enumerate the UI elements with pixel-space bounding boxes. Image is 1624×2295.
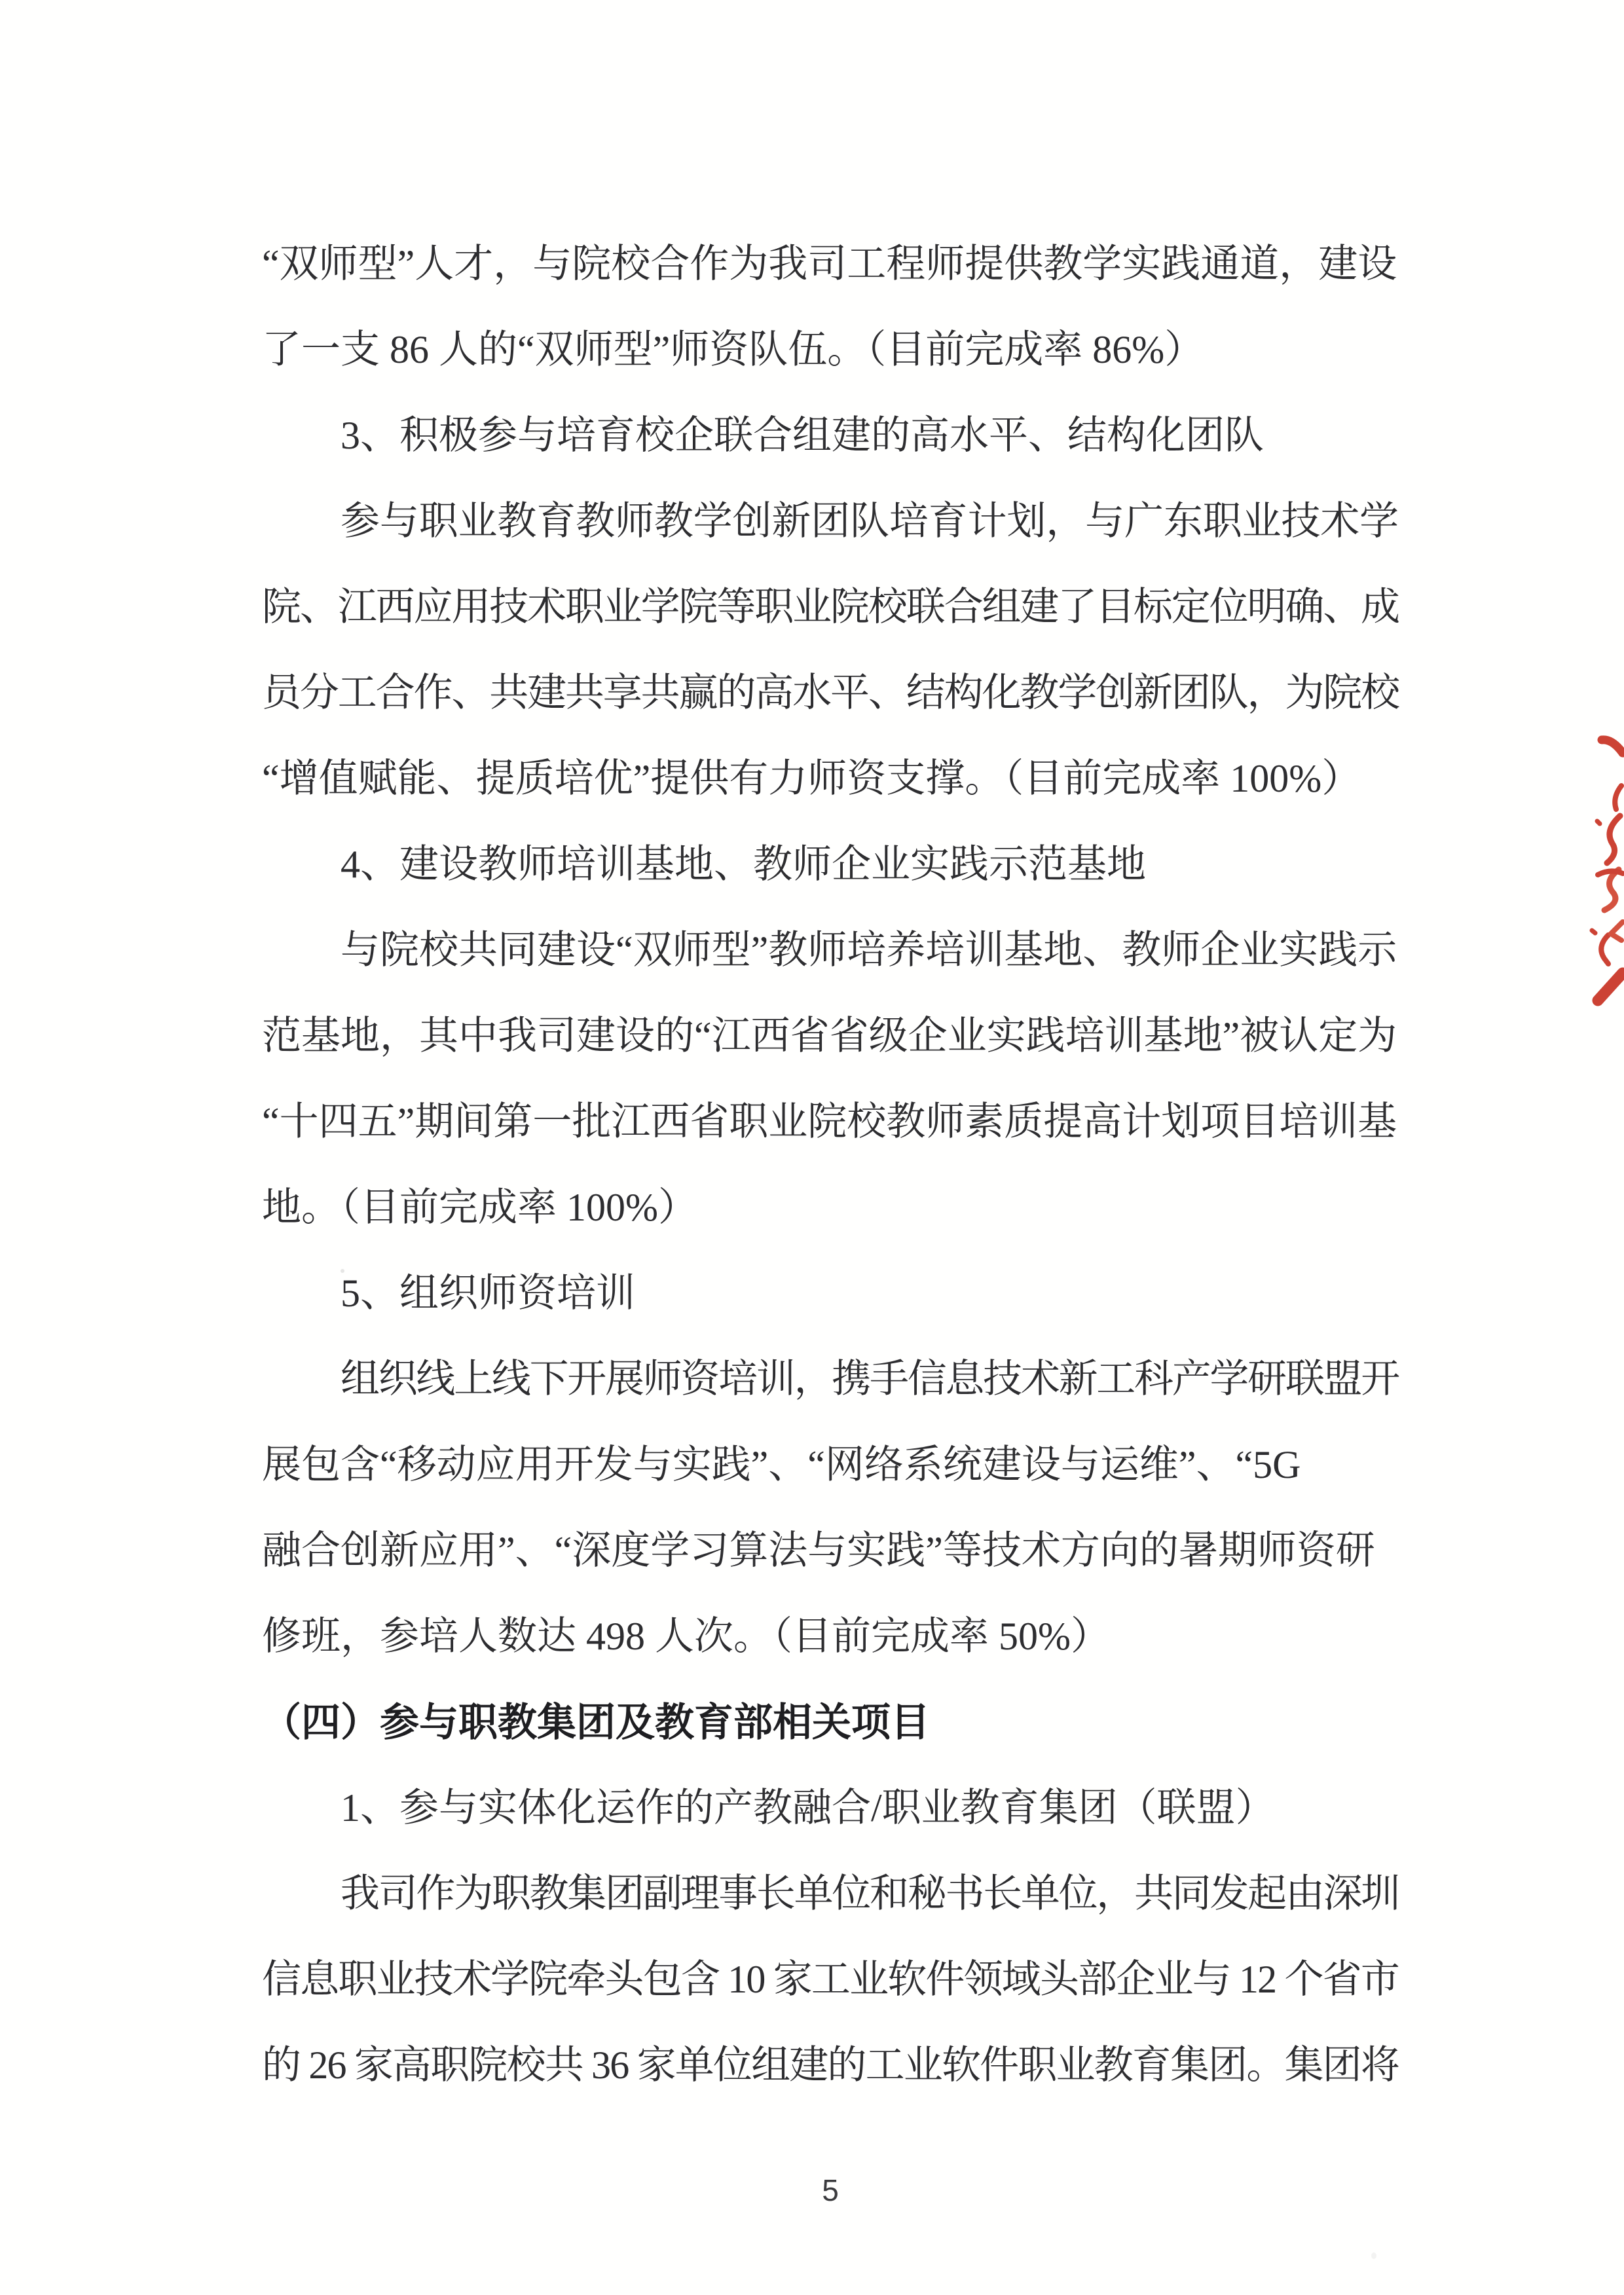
text-line: 员分工合作、共建共享共赢的高水平、结构化教学创新团队，为院校 — [262, 671, 1399, 714]
red-ink-annotation — [1559, 706, 1624, 1014]
text-line: 范基地，其中我司建设的“江西省省级企业实践培训基地”被认定为 — [262, 1014, 1397, 1057]
section-heading-4: （四）参与职教集团及教育部相关项目 — [262, 1700, 930, 1744]
page-number: 5 — [822, 2173, 839, 2207]
text-line: 地。（目前完成率 100%） — [262, 1186, 697, 1229]
text-line: 组织线上线下开展师资培训，携手信息技术新工科产学研联盟开 — [341, 1357, 1399, 1401]
item-3-heading: 3、积极参与培育校企联合组建的高水平、结构化团队 — [341, 414, 1264, 457]
text-line: 信息职业技术学院牵头包含 10 家工业软件领域头部企业与 12 个省市 — [262, 1958, 1399, 2001]
item-1-heading: 1、参与实体化运作的产教融合/职业教育集团（联盟） — [341, 1786, 1275, 1829]
scan-speck — [1371, 2252, 1376, 2259]
item-5-heading: 5、组织师资培训 — [341, 1272, 635, 1315]
text-block — [262, 221, 1399, 2108]
text-line: 展包含“移动应用开发与实践”、“网络系统建设与运维”、“5G — [262, 1443, 1301, 1486]
text-line: 院、江西应用技术职业学院等职业院校联合组建了目标定位明确、成 — [262, 585, 1399, 629]
text-line: “增值赋能、提质培优”提供有力师资支撑。（目前完成率 100%） — [262, 757, 1361, 800]
text-line: 了一支 86 人的“双师型”师资队伍。（目前完成率 86%） — [262, 328, 1204, 371]
text-line: 融合创新应用”、“深度学习算法与实践”等技术方向的暑期师资研 — [262, 1529, 1375, 1572]
scan-speck — [341, 1269, 344, 1273]
text-line: 我司作为职教集团副理事长单位和秘书长单位，共同发起由深圳 — [341, 1872, 1399, 1915]
text-line: “十四五”期间第一批江西省职业院校教师素质提高计划项目培训基 — [262, 1100, 1397, 1143]
text-line: 与院校共同建设“双师型”教师培养培训基地、教师企业实践示 — [341, 928, 1397, 972]
text-line: 修班，参培人数达 498 人次。（目前完成率 50%） — [262, 1615, 1110, 1658]
text-line: 参与职业教育教师教学创新团队培育计划，与广东职业技术学 — [341, 500, 1399, 543]
item-4-heading: 4、建设教师培训基地、教师企业实践示范基地 — [341, 843, 1146, 886]
text-line: 的 26 家高职院校共 36 家单位组建的工业软件职业教育集团。集团将 — [262, 2044, 1399, 2087]
text-line: “双师型”人才，与院校合作为我司工程师提供教学实践通道，建设 — [262, 242, 1397, 285]
